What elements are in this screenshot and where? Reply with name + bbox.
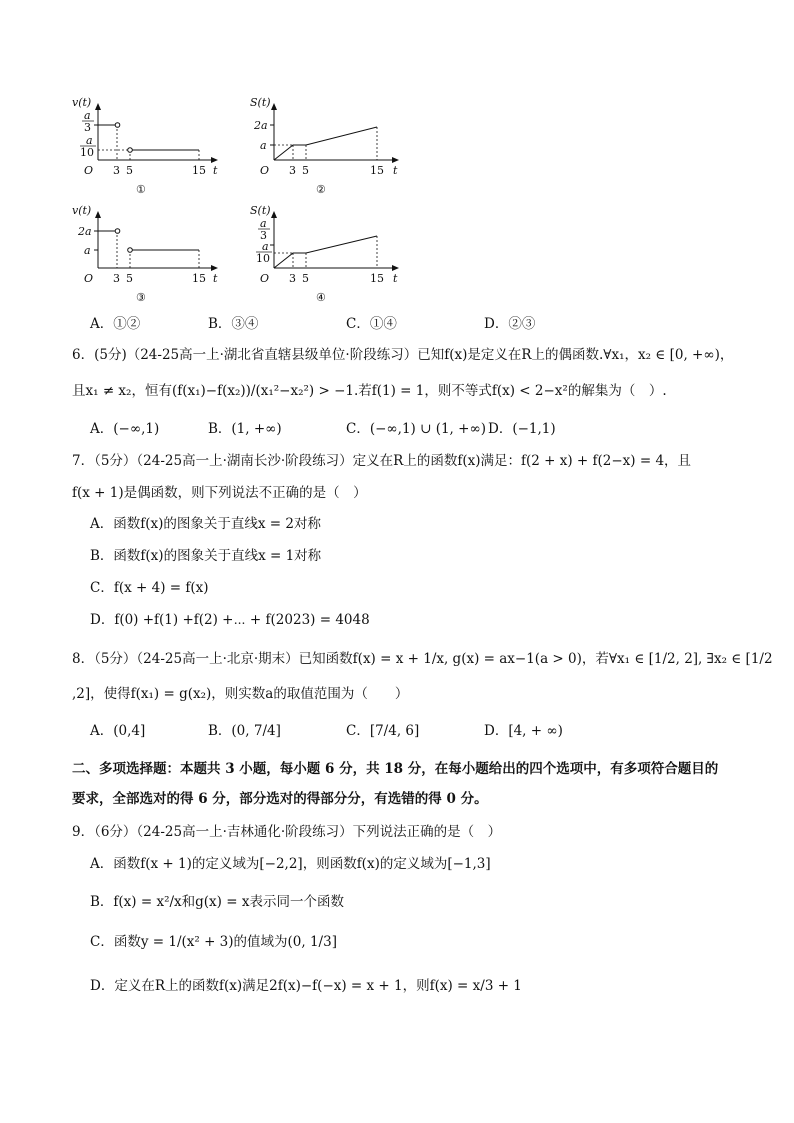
x-tick-3: 3 bbox=[289, 164, 296, 177]
graph-4-svg bbox=[246, 200, 406, 304]
graph-caption: ③ bbox=[136, 291, 146, 304]
origin-label: O bbox=[84, 164, 94, 177]
q7-option-a[interactable]: A．函数f(x)的图象关于直线x = 2对称 bbox=[90, 516, 321, 532]
svg-text:a: a bbox=[262, 240, 269, 253]
graph-2 bbox=[246, 92, 406, 196]
q5-option-d[interactable]: D．②③ bbox=[484, 316, 536, 332]
y-axis-label: v(t) bbox=[72, 204, 92, 217]
graph-4 bbox=[246, 200, 406, 304]
y-tick-2a: 2a bbox=[78, 225, 92, 238]
open-point bbox=[128, 248, 133, 253]
x-tick-3: 3 bbox=[289, 272, 296, 285]
y-tick-a3-den: 3 bbox=[84, 121, 91, 134]
q9-option-d[interactable]: D．定义在R上的函数f(x)满足2f(x)−f(−x) = x + 1，则f(x) = x/3 + 1 bbox=[90, 978, 522, 994]
x-tick-15: 15 bbox=[192, 272, 206, 285]
origin-label: O bbox=[84, 272, 94, 285]
q5-option-c[interactable]: C．①④ bbox=[346, 316, 397, 332]
x-axis-label: t bbox=[393, 164, 398, 177]
graph-caption: ② bbox=[316, 183, 326, 196]
q8-stem-line2: ,2]，使得f(x₁) = g(x₂)，则实数a的取值范围为（ ） bbox=[72, 686, 409, 702]
x-axis-label: t bbox=[213, 272, 218, 285]
q7-stem-line1: 7．（5分）（24-25高一上·湖南长沙·阶段练习）定义在R上的函数f(x)满足：f(2 + x) + f(2−x) = 4，且 bbox=[72, 453, 692, 469]
origin-label: O bbox=[260, 164, 270, 177]
svg-text:10: 10 bbox=[256, 252, 270, 265]
q6-stem-line2: 且x₁ ≠ x₂，恒有(f(x₁)−f(x₂))/(x₁²−x₂²) > −1.若f(1) = 1，则不等式f(x) < 2−x²的解集为（ ）. bbox=[72, 383, 667, 399]
q6-option-b[interactable]: B．(1, +∞) bbox=[208, 421, 282, 437]
open-point bbox=[115, 123, 120, 128]
y-axis-label: v(t) bbox=[72, 96, 92, 109]
origin-label: O bbox=[260, 272, 270, 285]
q5-option-b[interactable]: B．③④ bbox=[208, 316, 259, 332]
q9-option-c[interactable]: C．函数y = 1/(x² + 3)的值域为(0, 1/3] bbox=[90, 934, 337, 950]
open-point bbox=[115, 229, 120, 234]
q6-option-c[interactable]: C．(−∞,1) ∪ (1, +∞) bbox=[346, 421, 486, 437]
y-tick-a10-den: 10 bbox=[80, 146, 94, 159]
s-curve bbox=[274, 127, 377, 160]
x-axis-label: t bbox=[213, 164, 218, 177]
graph-2-svg bbox=[246, 92, 406, 196]
y-tick-2a: 2a bbox=[254, 119, 268, 132]
q9-option-b[interactable]: B．f(x) = x²/x和g(x) = x表示同一个函数 bbox=[90, 894, 344, 910]
q6-stem-line1: 6．(5分)（24-25高一上·湖北省直辖县级单位·阶段练习）已知f(x)是定义在R上的偶函数.∀x₁，x₂ ∈ [0, +∞)， bbox=[72, 347, 734, 363]
graph-3-svg bbox=[70, 200, 220, 304]
q7-stem-line2: f(x + 1)是偶函数，则下列说法不正确的是（ ） bbox=[72, 485, 367, 501]
graph-caption: ④ bbox=[316, 291, 326, 304]
y-tick-a3-num: a bbox=[84, 109, 91, 122]
x-tick-3: 3 bbox=[113, 272, 120, 285]
svg-text:3: 3 bbox=[260, 229, 267, 242]
y-tick-a: a bbox=[84, 244, 91, 257]
x-tick-5: 5 bbox=[126, 164, 133, 177]
q7-option-c[interactable]: C．f(x + 4) = f(x) bbox=[90, 580, 209, 596]
y-axis-arrow bbox=[95, 103, 101, 110]
q8-option-c[interactable]: C．[7/4, 6] bbox=[346, 723, 420, 739]
x-axis-arrow bbox=[211, 157, 218, 163]
q6-option-d[interactable]: D．(−1,1) bbox=[488, 421, 556, 437]
q6-option-a[interactable]: A．(−∞,1) bbox=[90, 421, 160, 437]
section-2-heading-line2: 要求，全部选对的得 6 分，部分选对的得部分分，有选错的得 0 分。 bbox=[72, 791, 488, 807]
x-tick-15: 15 bbox=[370, 164, 384, 177]
x-tick-15: 15 bbox=[370, 272, 384, 285]
section-2-heading-line1: 二、多项选择题：本题共 3 小题，每小题 6 分，共 18 分，在每小题给出的四个选项中，有多项符合题目的 bbox=[72, 761, 719, 777]
q5-option-a[interactable]: A．①② bbox=[90, 316, 141, 332]
x-tick-5: 5 bbox=[302, 272, 309, 285]
graph-3 bbox=[70, 200, 220, 304]
graph-caption: ① bbox=[136, 183, 146, 196]
y-tick-a: a bbox=[260, 139, 267, 152]
q8-option-d[interactable]: D．[4, + ∞) bbox=[484, 723, 563, 739]
s-curve bbox=[274, 236, 377, 268]
open-point bbox=[128, 148, 133, 153]
graph-1-svg bbox=[70, 92, 220, 196]
svg-text:a: a bbox=[260, 217, 267, 230]
y-axis-label: S(t) bbox=[250, 204, 271, 217]
q9-option-a[interactable]: A．函数f(x + 1)的定义域为[−2,2]，则函数f(x)的定义域为[−1,3] bbox=[90, 856, 491, 872]
q8-stem-line1: 8．（5分）（24-25高一上·北京·期末）已知函数f(x) = x + 1/x, g(x) = ax−1(a > 0)，若∀x₁ ∈ [1/2, 2], ∃x₂ ∈ [1/2 bbox=[72, 651, 773, 667]
x-axis-label: t bbox=[393, 272, 398, 285]
q8-option-b[interactable]: B．(0, 7/4] bbox=[208, 723, 281, 739]
q8-option-a[interactable]: A．(0,4] bbox=[90, 723, 146, 739]
x-tick-15: 15 bbox=[192, 164, 206, 177]
x-tick-5: 5 bbox=[126, 272, 133, 285]
y-tick-a10-num: a bbox=[86, 134, 93, 147]
x-tick-5: 5 bbox=[302, 164, 309, 177]
x-tick-3: 3 bbox=[113, 164, 120, 177]
q9-stem: 9．（6分）（24-25高一上·吉林通化·阶段练习）下列说法正确的是（ ） bbox=[72, 824, 502, 840]
graph-1 bbox=[70, 92, 220, 196]
q7-option-b[interactable]: B．函数f(x)的图象关于直线x = 1对称 bbox=[90, 548, 322, 564]
y-axis-label: S(t) bbox=[250, 96, 271, 109]
q7-option-d[interactable]: D．f(0) +f(1) +f(2) +⋯ + f(2023) = 4048 bbox=[90, 612, 370, 628]
